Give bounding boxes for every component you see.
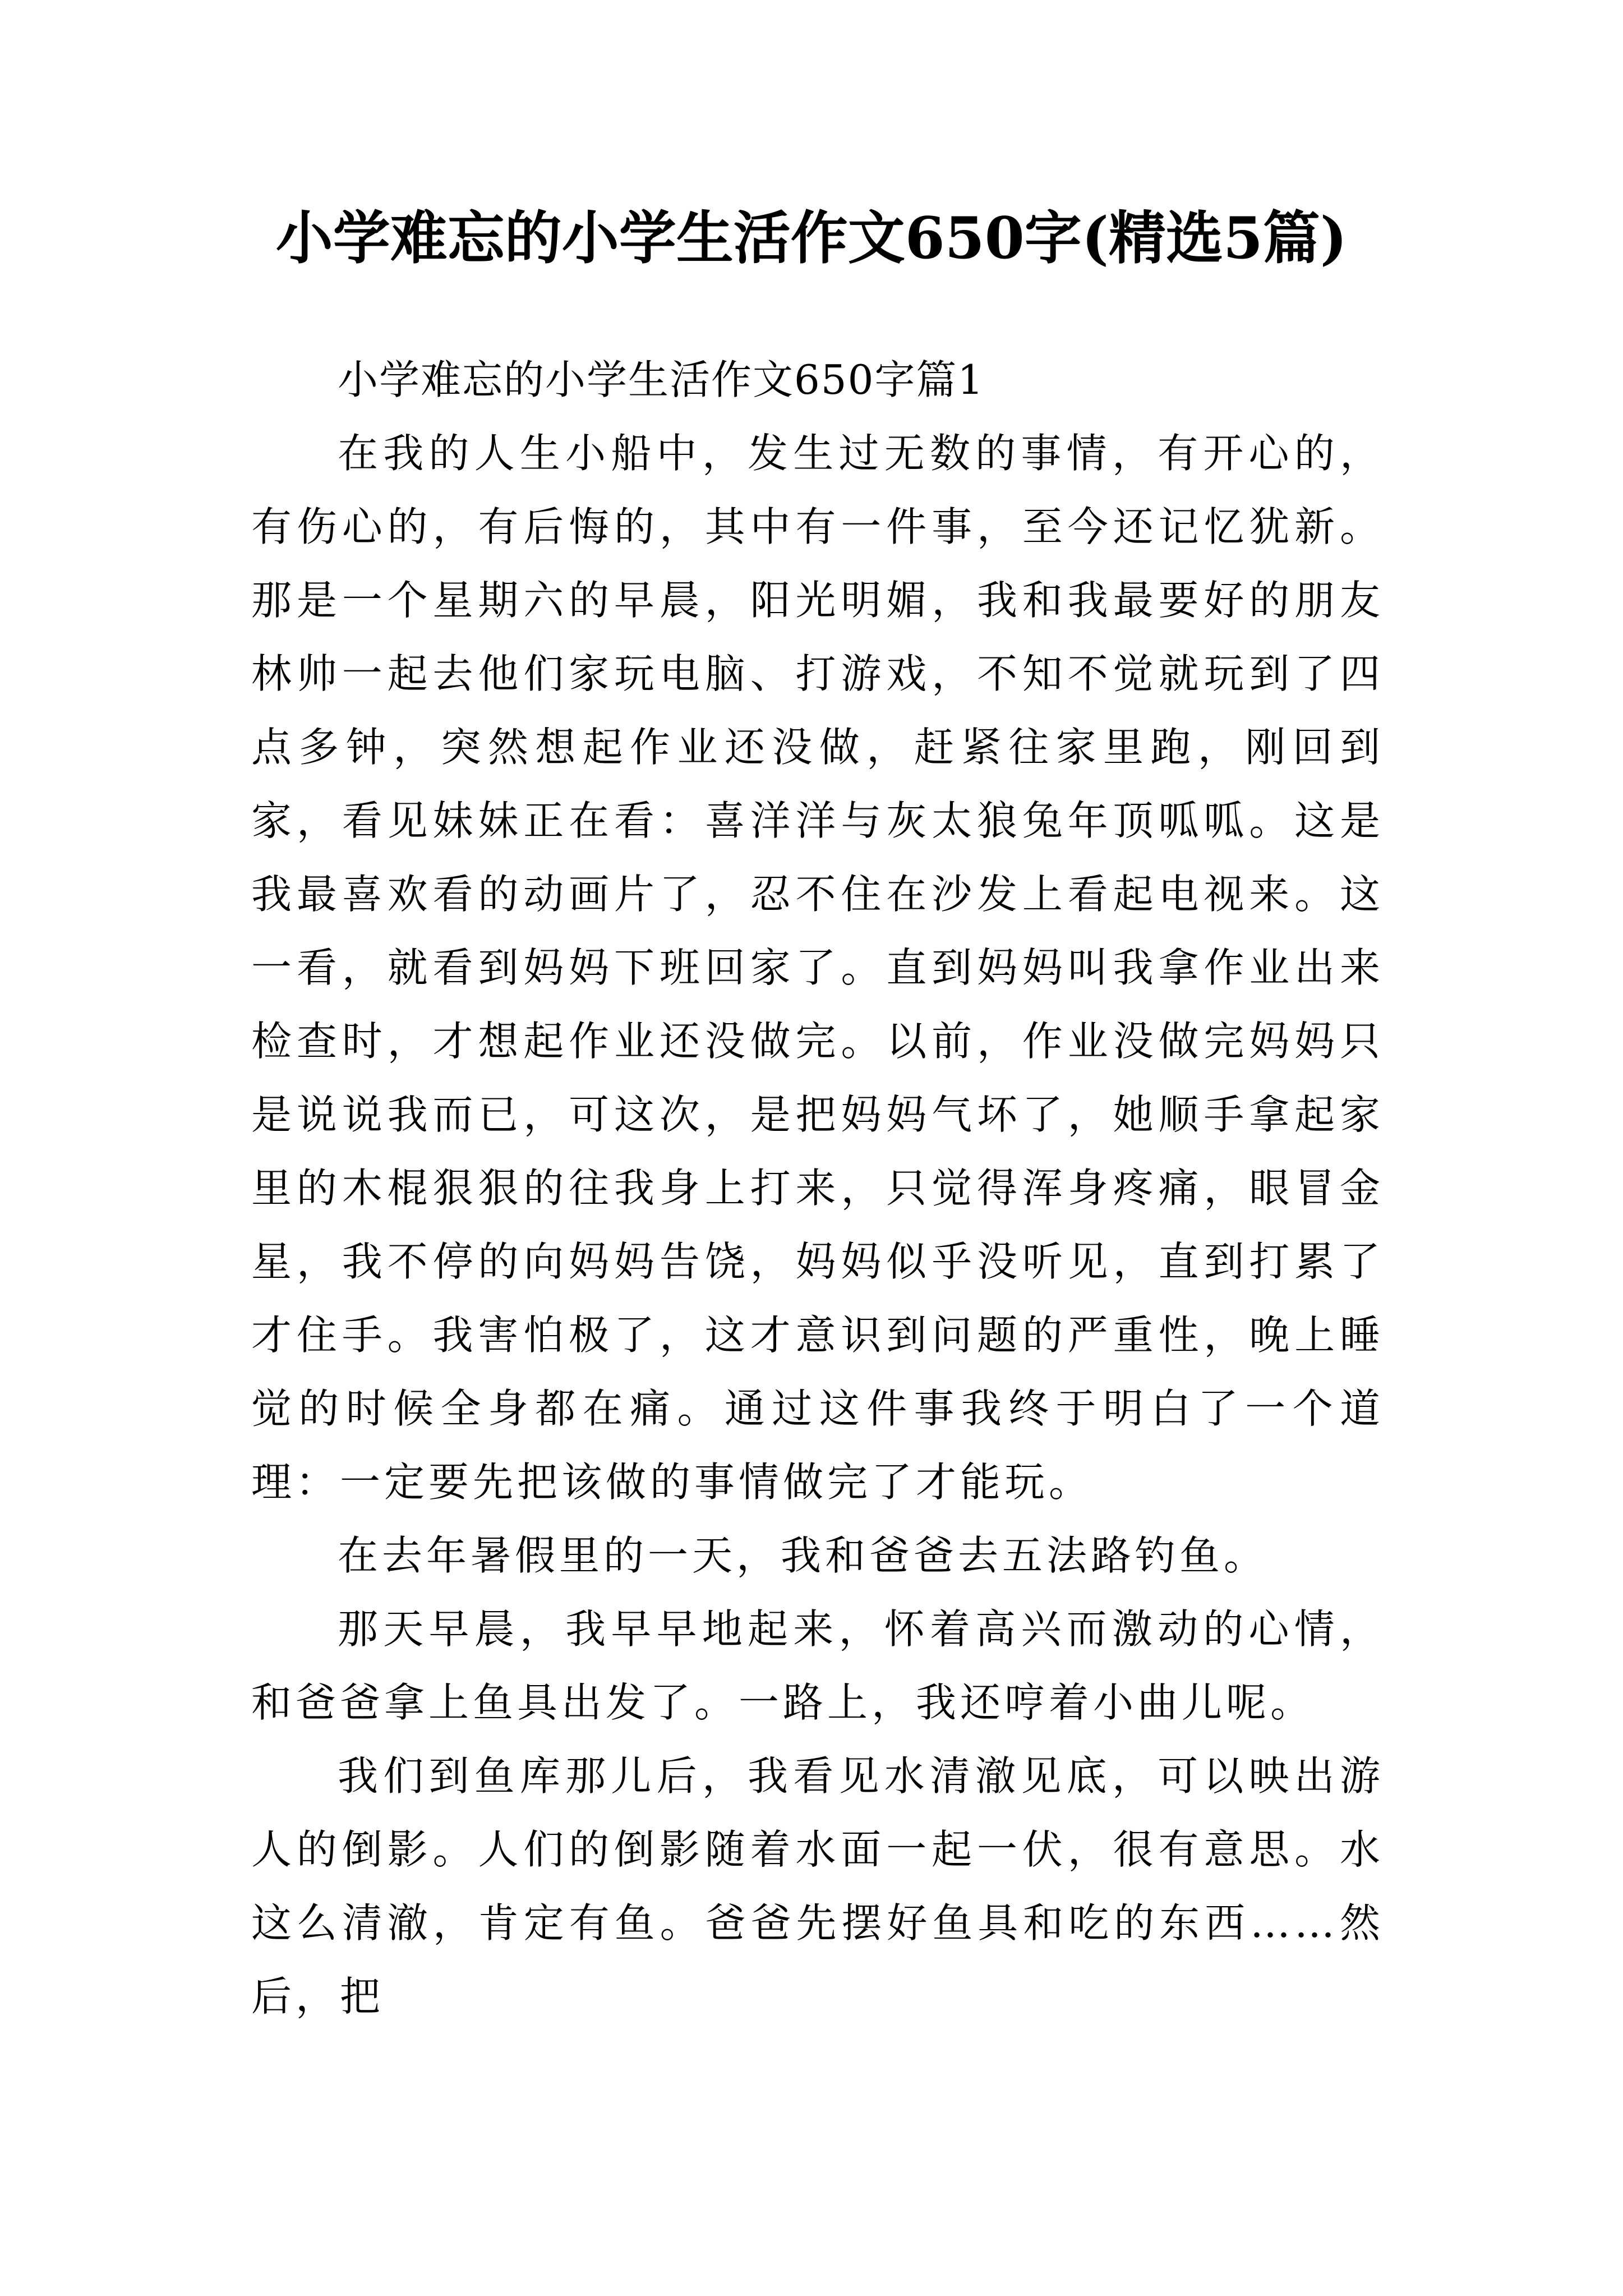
paragraph-4: 我们到鱼库那儿后，我看见水清澈见底，可以映出游人的倒影。人们的倒影随着水面一起一伏，很有意思。水这么清澈，肯定有鱼。爸爸先摆好鱼具和吃的东西……然后，把: [251, 1752, 1384, 2020]
section-heading: 小学难忘的小学生活作文650字篇1: [338, 356, 985, 403]
paragraph-3: 那天早晨，我早早地起来，怀着高兴而激动的心情，和爸爸拿上鱼具出发了。一路上，我还哼着小曲儿呢。: [251, 1605, 1384, 1726]
document-body: [251, 343, 1384, 2033]
paragraph-2: 在去年暑假里的一天，我和爸爸去五法路钓鱼。: [338, 1532, 1269, 1579]
document-title: 小学难忘的小学生活作文650字(精选5篇): [275, 205, 1348, 272]
paragraph-1: 在我的人生小船中，发生过无数的事情，有开心的，有伤心的，有后悔的，其中有一件事，至今还记忆犹新。 那是一个星期六的早晨，阳光明媚，我和我最要好的朋友林帅一起去他们家玩电脑、打游戏，不知不觉就玩到了四点多钟，突然想起作业还没做，赶紧往家里跑，刚回到家，看见妹妹正在看：喜洋洋与灰太狼兔年顶呱呱。这是我最喜欢看的动画片了，忍不住在沙发上看起电视来。这一看，就看到妈妈下班回家了。直到妈妈叫我拿作业出来检查时，才想起作业还没做完。以前，作业没做完妈妈只是说说我而已，可这次，是把妈妈气坏了，她顺手拿起家里的木棍狠狠的往我身上打来，只觉得浑身疼痛，眼冒金星，我不停的向妈妈告饶，妈妈似乎没听见，直到打累了才住手。我害怕极了，这才意识到问题的严重性，晚上睡觉的时候全身都在痛。通过这件事我终于明白了一个道理：一定要先把该做的事情做完了才能玩。: [251, 430, 1384, 1506]
